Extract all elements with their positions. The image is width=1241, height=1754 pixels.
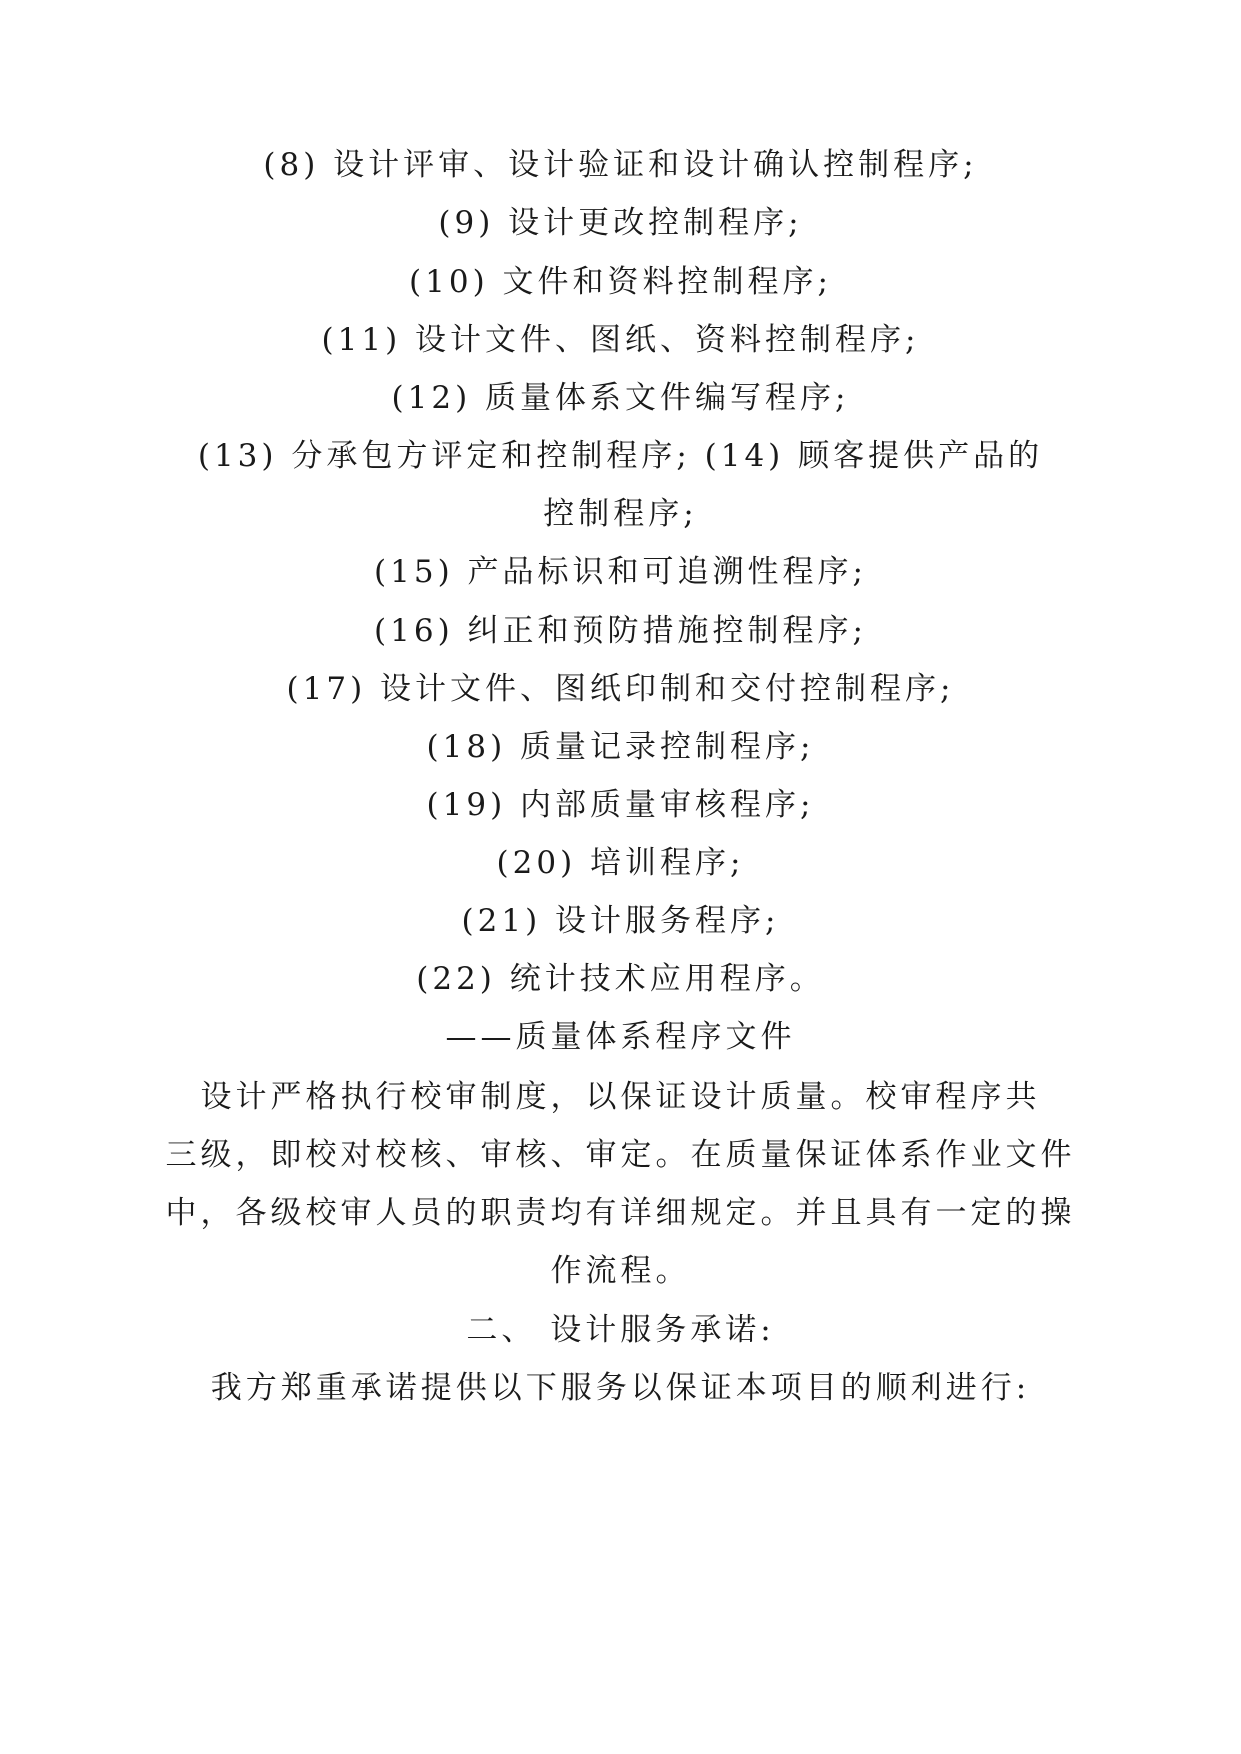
source-caption: ——质量体系程序文件 [445, 1019, 796, 1055]
procedure-item-12: (12) 质量体系文件编写程序; [391, 380, 850, 416]
section-heading: 二、 设计服务承诺: [466, 1312, 775, 1348]
procedure-item-21: (21) 设计服务程序; [461, 903, 780, 939]
procedure-item-16: (16) 纠正和预防措施控制程序; [374, 613, 867, 649]
review-paragraph-line-3: 中，各级校审人员的职责均有详细规定。并且具有一定的操 [165, 1195, 1076, 1231]
procedure-item-14-continued: 控制程序; [543, 496, 698, 532]
review-paragraph-line-1: 设计严格执行校审制度，以保证设计质量。校审程序共 [200, 1079, 1041, 1115]
procedure-item-13-14: (13) 分承包方评定和控制程序; (14) 顾客提供产品的 [197, 438, 1044, 474]
procedure-item-11: (11) 设计文件、图纸、资料控制程序; [321, 322, 920, 358]
commitment-intro: 我方郑重承诺提供以下服务以保证本项目的顺利进行: [210, 1370, 1031, 1406]
procedure-item-10: (10) 文件和资料控制程序; [409, 264, 832, 300]
procedure-item-18: (18) 质量记录控制程序; [426, 729, 815, 765]
review-paragraph-line-4: 作流程。 [550, 1253, 691, 1289]
procedure-item-17: (17) 设计文件、图纸印制和交付控制程序; [286, 671, 955, 707]
procedure-item-9: (9) 设计更改控制程序; [438, 205, 803, 241]
review-paragraph-line-2: 三级，即校对校核、审核、审定。在质量保证体系作业文件 [165, 1137, 1076, 1173]
procedure-item-22: (22) 统计技术应用程序。 [416, 961, 825, 997]
procedure-item-8: (8) 设计评审、设计验证和设计确认控制程序; [263, 147, 978, 183]
procedure-item-15: (15) 产品标识和可追溯性程序; [374, 554, 867, 590]
procedure-item-19: (19) 内部质量审核程序; [426, 787, 815, 823]
procedure-item-20: (20) 培训程序; [496, 845, 745, 881]
